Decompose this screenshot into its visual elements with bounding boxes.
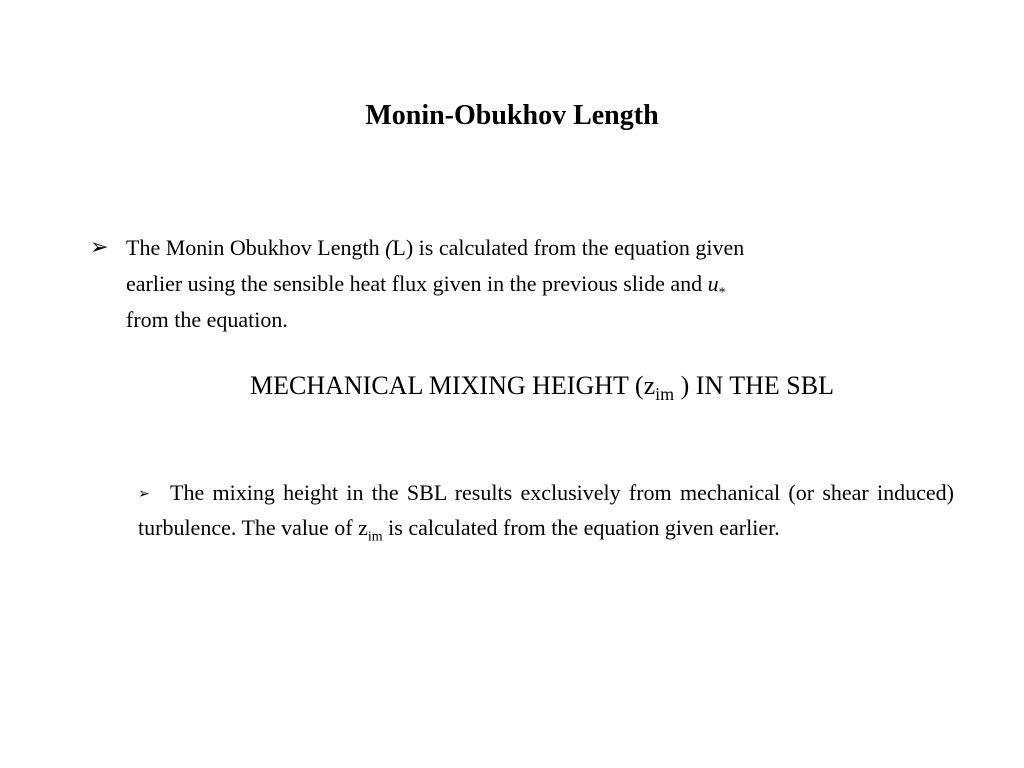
bullet-line-3	[126, 302, 936, 338]
text-span: ) IN THE SBL	[674, 371, 834, 400]
text-span: earlier using the sensible heat flux given in the previous slide and	[126, 271, 708, 296]
u-star-symbol: u	[707, 271, 719, 296]
text-span: from the equation.	[126, 307, 288, 332]
u-star-subscript: *	[718, 285, 726, 301]
text-span: MECHANICAL MIXING HEIGHT (z	[250, 371, 656, 400]
text-span: is calculated from the equation given earlier.	[382, 515, 780, 540]
text-span: The Monin Obukhov Length	[126, 235, 386, 260]
section-heading	[90, 366, 994, 406]
bullet-mixing-height	[138, 476, 954, 545]
arrow-bullet-icon: ➢	[138, 486, 150, 502]
italic-paren: (	[385, 235, 393, 260]
bullet-line-2	[126, 266, 936, 302]
slide-title: Monin-Obukhov Length	[365, 100, 659, 131]
zim-subscript: im	[655, 384, 675, 405]
arrow-bullet-icon: ➢	[90, 235, 109, 260]
bullet-text	[126, 230, 936, 338]
text-span: The mixing height in the SBL results exclusively from mechanical (or shear induced) turbulence. The value of z	[138, 480, 954, 540]
text-span: L) is calculated from the equation given	[392, 235, 745, 260]
bullet-monin-obukhov	[90, 230, 940, 338]
zim-subscript: im	[367, 529, 383, 545]
bullet-line-1	[126, 230, 936, 266]
